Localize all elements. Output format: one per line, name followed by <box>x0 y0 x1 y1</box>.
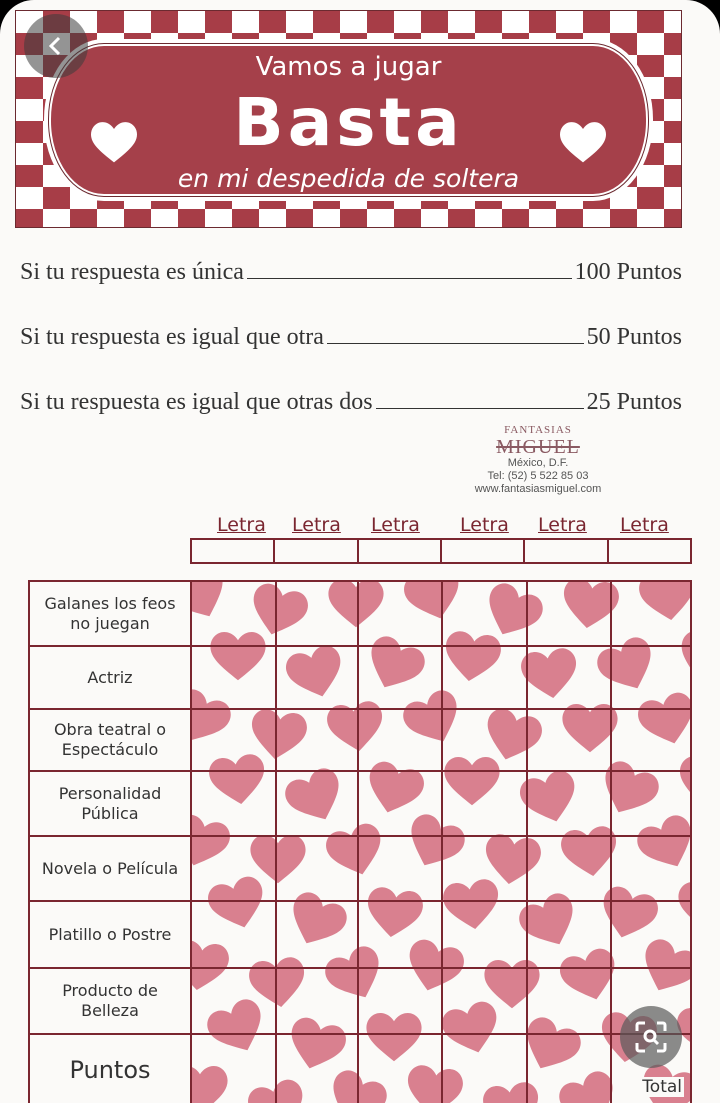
rule-one-match <box>20 323 682 351</box>
letra-label: Letra <box>292 514 341 536</box>
rule-points: 25 Puntos <box>586 389 682 415</box>
logo-name: MIGUEL <box>496 436 580 458</box>
category-label: Novela o Película <box>30 837 192 900</box>
rule-unique <box>20 258 682 286</box>
category-row <box>30 647 692 710</box>
category-label: Personalidad Pública <box>30 772 192 835</box>
rule-two-match <box>20 388 682 416</box>
rule-text: Si tu respuesta es igual que otra <box>20 324 324 350</box>
category-label: Producto de Belleza <box>30 969 192 1033</box>
category-row <box>30 969 692 1035</box>
rule-text: Si tu respuesta es única <box>20 259 244 285</box>
letra-label: Letra <box>371 514 420 536</box>
logo-web: www.fantasiasmiguel.com <box>474 483 602 495</box>
letter-boxes <box>190 538 692 564</box>
letra-label: Letra <box>620 514 669 536</box>
category-row <box>30 710 692 772</box>
logo-tel: Tel: (52) 5 522 85 03 <box>487 470 589 482</box>
publisher-logo <box>458 424 618 496</box>
category-label: Galanes los feos no juegan <box>30 582 192 645</box>
category-row <box>30 837 692 902</box>
category-row <box>30 772 692 837</box>
points-label: Puntos <box>30 1035 192 1103</box>
logo-top: FANTASIAS <box>504 424 572 436</box>
visual-search-button[interactable] <box>620 1006 682 1068</box>
letra-label: Letra <box>538 514 587 536</box>
category-row <box>30 582 692 647</box>
letra-label: Letra <box>217 514 266 536</box>
total-label: Total <box>642 1077 682 1097</box>
chevron-left-icon <box>45 35 67 57</box>
title-banner <box>15 10 682 228</box>
banner-tagline: en mi despedida de soltera <box>177 164 520 193</box>
banner-subtitle: Vamos a jugar <box>255 52 442 82</box>
rule-text: Si tu respuesta es igual que otras dos <box>20 389 373 415</box>
category-label: Platillo o Postre <box>30 902 192 967</box>
letra-label: Letra <box>460 514 509 536</box>
logo-city: México, D.F. <box>507 457 569 469</box>
category-row <box>30 902 692 969</box>
category-label: Obra teatral o Espectáculo <box>30 710 192 770</box>
rule-points: 100 Puntos <box>574 259 682 285</box>
category-label: Actriz <box>30 647 192 708</box>
answer-grid <box>28 580 692 1103</box>
rule-points: 50 Puntos <box>586 324 682 350</box>
banner-title: Basta <box>233 84 464 161</box>
visual-search-icon <box>634 1020 668 1054</box>
points-row <box>30 1035 692 1103</box>
back-button[interactable] <box>24 14 88 78</box>
